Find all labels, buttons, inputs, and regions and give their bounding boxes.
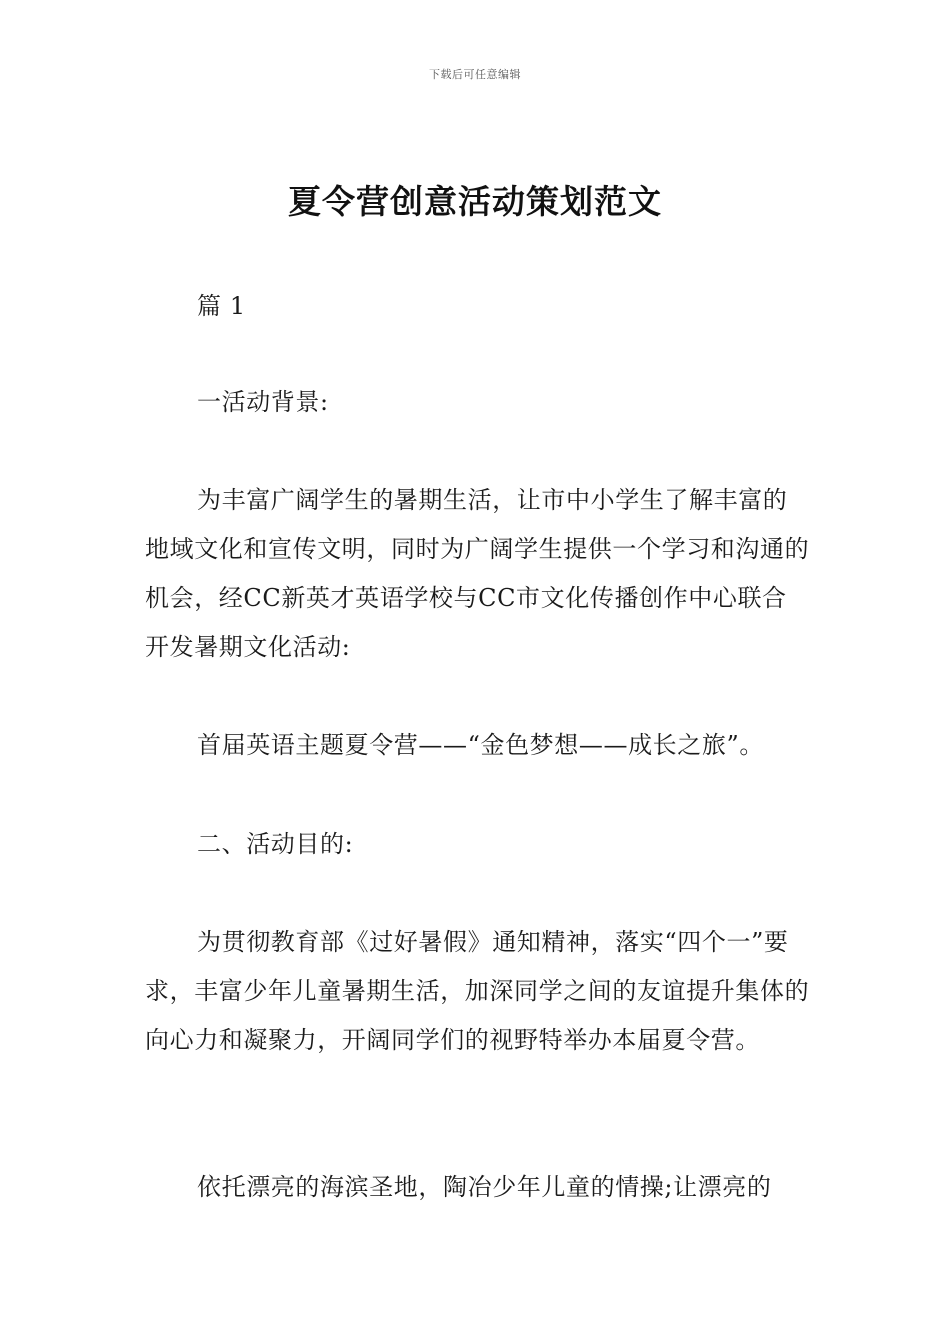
section-label (145, 282, 810, 331)
paragraph-purpose: 为贯彻教育部《过好暑假》通知精神，落实“四个一”要求，丰富少年儿童暑期生活，加深同学之间的友谊提升集体的向心力和凝聚力，开阔同学们的视野特举办本届夏令营。 (145, 928, 810, 1054)
heading-activity-background: 一活动背景: (197, 388, 329, 416)
paragraph-section-number: 篇 1 (197, 292, 246, 320)
heading-purpose-block (145, 820, 810, 869)
document-title: 夏令营创意活动策划范文 (288, 182, 662, 221)
paragraph-camp-name: 首届英语主题夏令营——“金色梦想——成长之旅”。 (197, 731, 764, 759)
camp-name-block (145, 721, 810, 770)
purpose-paragraph-block (145, 918, 810, 1065)
heading-activity-purpose: 二、活动目的: (197, 830, 354, 858)
seaside-paragraph-block (145, 1163, 810, 1212)
paragraph-seaside: 依托漂亮的海滨圣地，陶冶少年儿童的情操;让漂亮的 (197, 1173, 772, 1201)
header-note: 下载后可任意编辑 (429, 68, 521, 81)
paragraph-background: 为丰富广阔学生的暑期生活，让市中小学生了解丰富的地域文化和宣传文明，同时为广阔学生提供一个学习和沟通的机会，经CC新英才英语学校与CC市文化传播创作中心联合开发暑期文化活动: (145, 486, 810, 661)
heading-background-block (145, 378, 810, 427)
background-paragraph-block (145, 476, 810, 672)
